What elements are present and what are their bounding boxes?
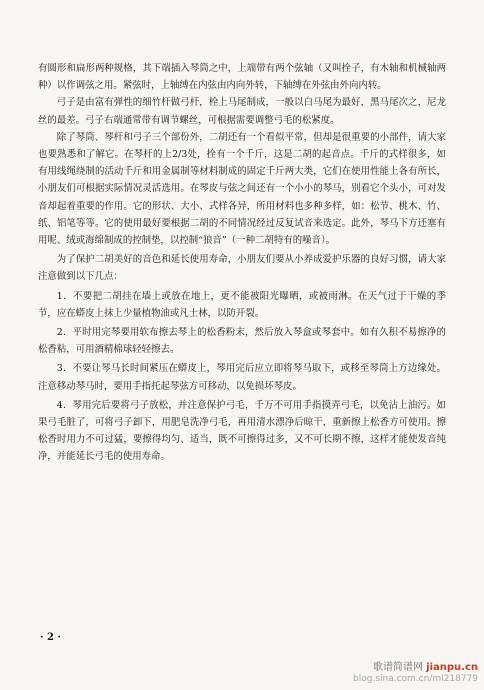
- paragraph-care-intro: 为了保护二胡美好的音色和延长使用寿命，小朋友们要从小养成爱护乐器的良好习惯，请大家注意做到以下几点：: [38, 254, 446, 283]
- list-item-care-3: 3．不要让琴马长时间紧压在蟒皮上，琴用完后应立即将琴马取下，或移至琴筒上方边缘处。注意移动琴马时，要用手指托起琴弦方可移动，以免损坏琴皮。: [38, 363, 446, 392]
- paragraph-bow: 弓子是由富有弹性的细竹杆做弓杆，栓上马尾制成，一般以白马尾为最好，黑马尾次之，尼龙丝的最差。弓子右端通常带有调节螺丝，可根据需要调整弓毛的松紧度。: [38, 97, 446, 126]
- watermark-site-name: 歌谱简谱网: [372, 662, 423, 673]
- list-item-care-4: 4．琴用完后要将弓子放松，并注意保护弓毛，千万不可用手指摸弄弓毛，以免沾上油污。如果弓毛脏了，可将弓子卸下，用肥皂洗净弓毛，再用清水漂净后晾干，重新擦上松香方可使用。擦松香时用力不可过猛，要擦得均匀、适当，既不可擦得过多，又不可长期不擦，这样才能使发音纯净，并能延长弓毛的使用寿命。: [38, 399, 446, 463]
- watermark-blog-url: blog.sina.com.cn/ml218779: [353, 674, 478, 684]
- list-item-care-2: 2．平时用完琴要用软布擦去琴上的松香粉末，然后放入琴盒或琴套中。如有久积不易擦净的松香粘，可用酒精棉球轻轻擦去。: [38, 327, 446, 356]
- document-body: [38, 60, 446, 466]
- paragraph-parts: 除了琴筒、琴杆和弓子三个部份外，二胡还有一个看似平常，但却是很重要的小部件，请大家也要熟悉和了解它。在琴杆的上2/3处，拴有一个千斤，这是二胡的起音点。千斤的式样很多，如有用线绳绕制的活动千斤和用金属制等材料制成的固定千斤两大类，它们在使用性能上各有所长，小朋友们可根据实际情况灵活选用。在琴皮与弦之间还有一个小小的琴马，别看它个头小，可对发音却起着重要的作用。它的形状、大小、式样各异，所用材料也多种多样，如：松节、桃木、竹、纸、铝笔等等。它的使用最好要根据二胡的不同情况经过反复试音来选定。此外，琴马下方还塞有用呢、绒或海绵制成的控制垫，以控制“狼音”（一种二胡特有的噪音）。: [38, 131, 446, 247]
- list-item-care-1: 1．不要把二胡挂在墙上或放在地上，更不能被阳光曝晒，或被雨淋。在天气过于干燥的季节，应在蟒皮上抹上少量植物油或凡士林，以防开裂。: [38, 290, 446, 319]
- watermark-site-url: jianpu.cn: [426, 662, 478, 673]
- paragraph-continuation: 有圆形和扁形两种规格，其下端插入琴筒之中，上端带有两个弦轴（又叫拴子，有木轴和机械轴两种）以作调弦之用。紧弦时，上轴缚在内弦由内向外转，下轴缚在外弦由外向内转。: [38, 63, 446, 92]
- page-number: · 2 ·: [40, 632, 61, 643]
- watermark: [353, 658, 478, 684]
